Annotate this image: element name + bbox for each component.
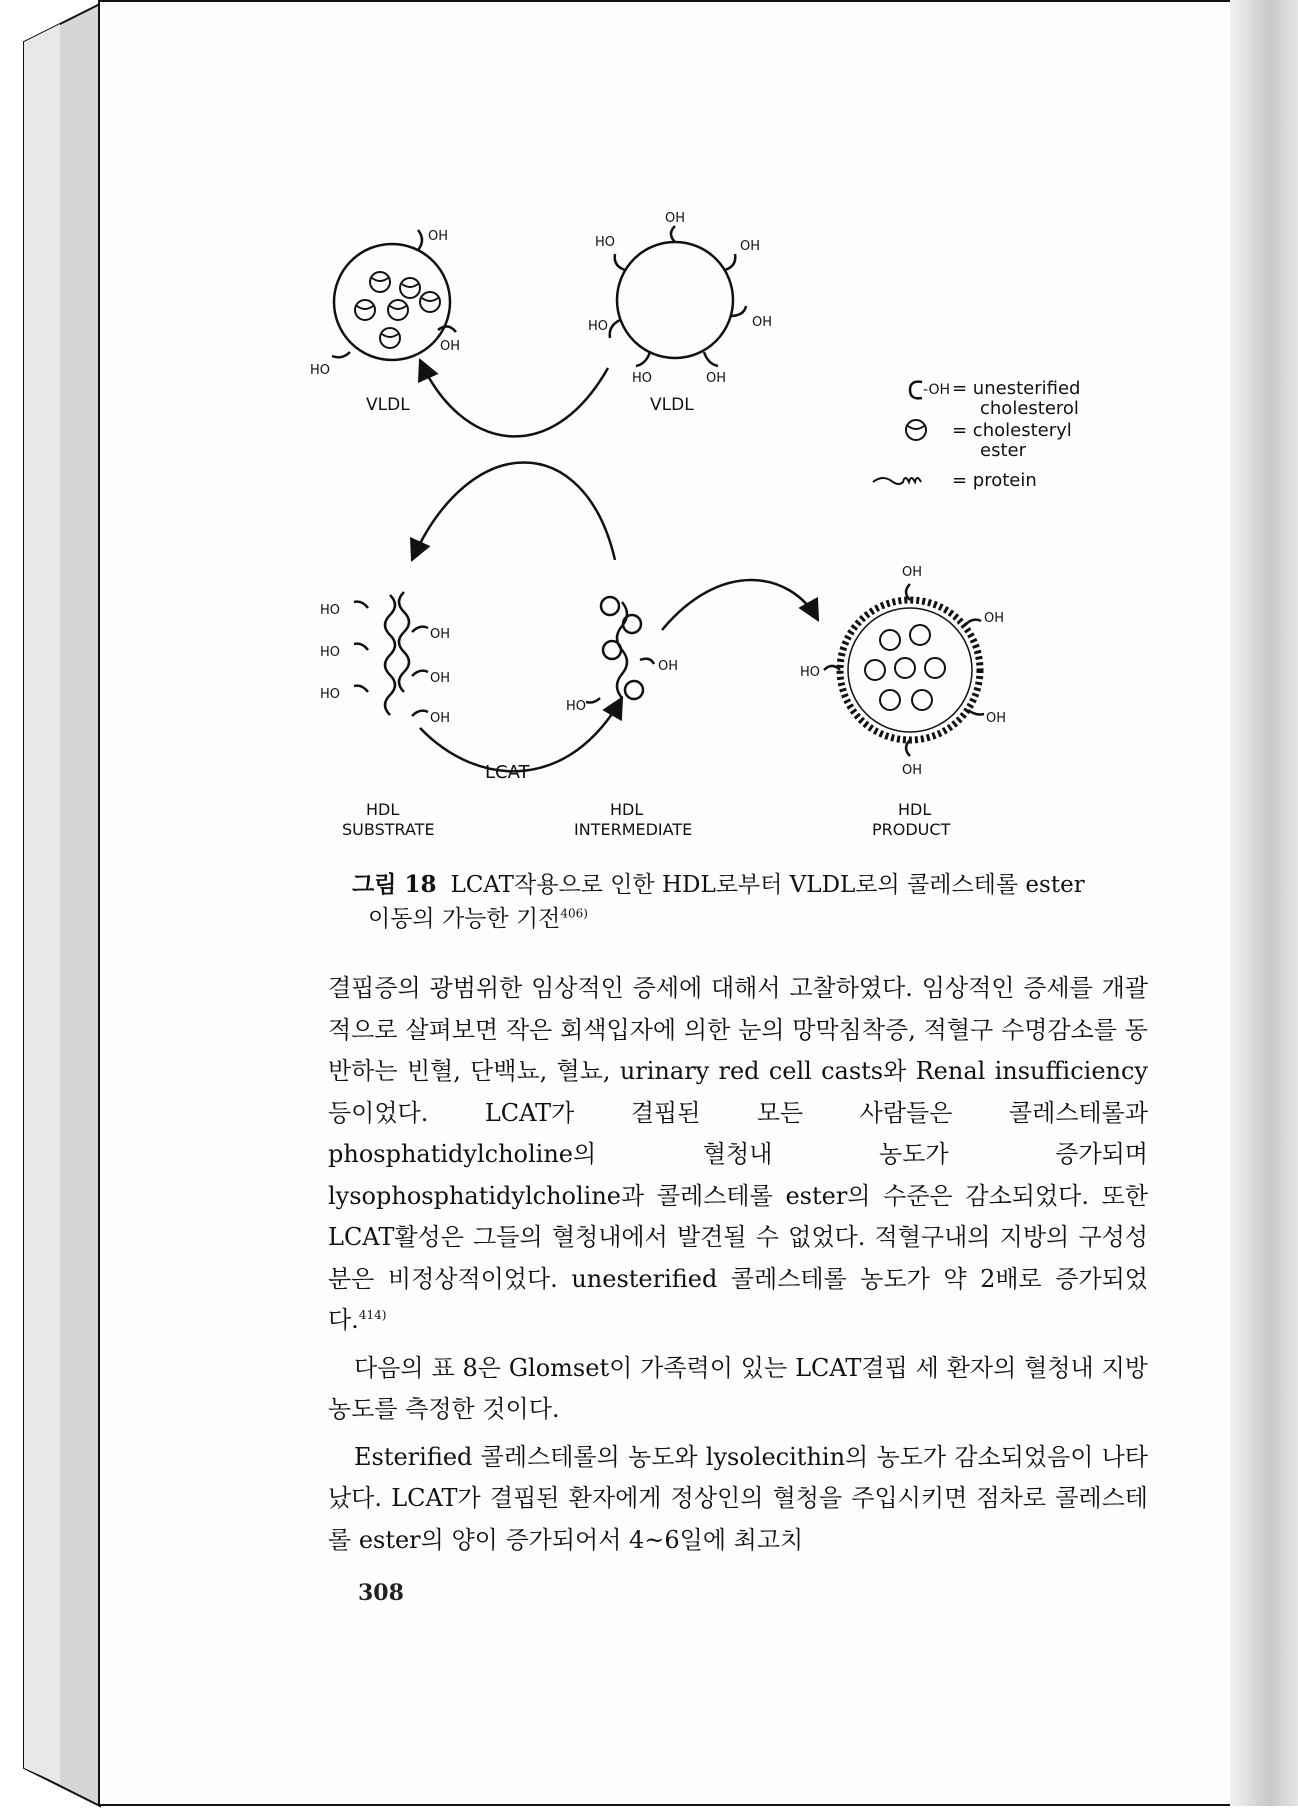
figure-caption: [352, 868, 1152, 936]
vldl-left-particle: [310, 229, 460, 415]
oh-label: OH: [752, 315, 773, 330]
oh-label: OH: [440, 339, 461, 354]
hdl-product-line2: PRODUCT: [872, 820, 951, 839]
figure-number: 그림 18: [352, 871, 437, 898]
ho-label: HO: [320, 687, 341, 702]
cholesteryl-ester-icon: [355, 272, 440, 348]
caption-line1: LCAT작용으로 인한 HDL로부터 VLDL로의 콜레스테롤 ester: [450, 872, 1085, 898]
book-spine-left: [0, 0, 100, 1806]
hdl-product: [800, 565, 1006, 839]
hdl-intermediate-line1: HDL: [610, 800, 644, 819]
paragraph-1-text: 결핍증의 광범위한 임상적인 증세에 대해서 고찰하였다. 임상적인 증세를 개괄적으로 살펴보면 작은 회색입자에 의한 눈의 망막침착증, 적혈구 수명감소를 동반하는 빈혈, 단백뇨, 혈뇨, urinary red cell casts와 Renal insufficiency 등이었다. LCAT가 결핍된 모든 사람들은 콜레스테롤과 phosphatidylcholine의 혈청내 농도가 증가되며 lysophosphatidylcholine과 콜레스테롤 ester의 수준은 감소되었다. 또한 LCAT활성은 그들의 혈청내에서 발견될 수 없었다. 적혈구내의 지방의 구성성분은 비정상적이었다. unesterified 콜레스테롤 농도가 약 2배로 증가되었다.: [328, 974, 1148, 1334]
oh-label: OH: [902, 565, 923, 580]
ho-label: HO: [632, 371, 653, 386]
oh-label: OH: [430, 627, 451, 642]
ho-label: HO: [800, 665, 821, 680]
figure-diagram: [310, 211, 1160, 860]
legend-ester-line2: ester: [980, 440, 1026, 461]
oh-label: OH: [740, 239, 761, 254]
page-number: 308: [358, 1580, 404, 1606]
oh-label: OH: [665, 211, 686, 226]
legend: [873, 378, 1080, 491]
lcat-label: LCAT: [485, 762, 530, 783]
oh-label: OH: [986, 711, 1007, 726]
paragraph-1-reference: 414): [358, 1308, 387, 1322]
hdl-substrate: [354, 592, 428, 716]
oh-label: OH: [984, 611, 1005, 626]
oh-label: OH: [428, 229, 449, 244]
paragraph: [328, 968, 1148, 1342]
ho-label: HO: [595, 235, 616, 250]
arrow-to-hdl-substrate: [412, 463, 615, 561]
oh-label: OH: [430, 671, 451, 686]
vldl-right-particle: [588, 211, 772, 415]
paragraph: 다음의 표 8은 Glomset이 가족력이 있는 LCAT결핍 세 환자의 혈청내 지방농도를 측정한 것이다.: [328, 1353, 1148, 1423]
protein-icon: [873, 478, 921, 484]
ho-label: HO: [588, 319, 609, 334]
vldl-right-label: VLDL: [650, 395, 694, 415]
hdl-intermediate: [586, 597, 654, 703]
hdl-substrate-line1: HDL: [366, 800, 400, 819]
oh-label: OH: [658, 659, 679, 674]
cholesteryl-ester-icon: [865, 625, 945, 710]
legend-unesterified-line2: cholesterol: [980, 398, 1079, 419]
oh-label: OH: [706, 371, 727, 386]
paragraph: Esterified 콜레스테롤의 농도와 lysolecithin의 농도가 감소되었음이 나타났다. LCAT가 결핍된 환자에게 정상인의 혈청을 주입시키면 점차로 콜레스테롤 ester의 양이 증가되어서 4~6일에 최고치: [328, 1442, 1148, 1554]
lcat-mechanism-figure: [310, 211, 1160, 860]
legend-protein-line1: = protein: [952, 470, 1037, 491]
caption-line2-wrap: [352, 902, 1152, 936]
hdl-product-line1: HDL: [898, 800, 932, 819]
ho-label: HO: [566, 699, 587, 714]
legend-unesterified-icon-text: -OH: [923, 382, 950, 398]
hdl-substrate-line2: SUBSTRATE: [342, 820, 435, 839]
oh-label: OH: [902, 763, 923, 778]
ho-label: HO: [320, 603, 341, 618]
arrow-to-hdl-product: [662, 580, 818, 630]
vldl-left-label: VLDL: [366, 395, 410, 415]
ho-label: HO: [320, 645, 341, 660]
oh-label: OH: [430, 711, 451, 726]
ho-label: HO: [310, 363, 331, 378]
book-edge-right: [1228, 0, 1298, 1806]
legend-unesterified-line1: = unesterified: [952, 378, 1081, 399]
body-text: [328, 968, 1148, 1561]
hdl-intermediate-line2: INTERMEDIATE: [574, 820, 693, 839]
arrow-vldl-right-to-left: [420, 360, 608, 436]
caption-line2: 이동의 가능한 기전: [368, 906, 561, 932]
arrow-lcat: [420, 698, 622, 771]
legend-ester-line1: = cholesteryl: [952, 420, 1072, 441]
caption-reference: 406): [560, 906, 588, 921]
